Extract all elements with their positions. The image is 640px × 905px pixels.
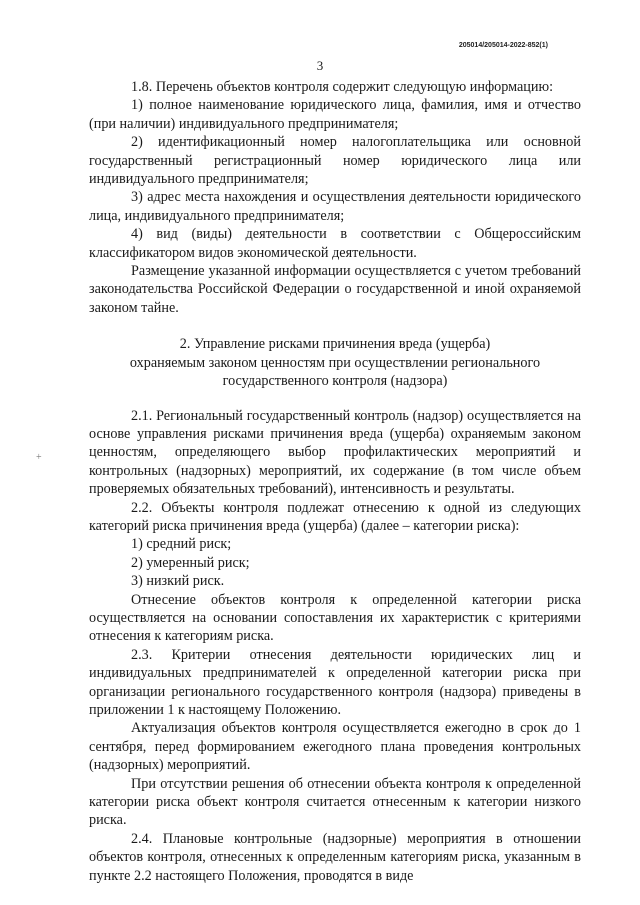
document-body — [89, 78, 581, 885]
section-2-heading — [89, 335, 581, 390]
paragraph-1-8-item-2: 2) идентификационный номер налогоплательщика или основной государственный регистрационный номер юридического лица или индивидуального предпринимателя; — [89, 134, 581, 188]
paragraph-2-1: 2.1. Региональный государственный контроль (надзор) осуществляется на основе управления рисками причинения вреда (ущерба) охраняемым законом ценностям, определяющего выбор профилактических мероприятий и контрольных (надзорных) мероприятий, их содержание (в том числе объем проверяемых обязательных требований), интенсивность и результаты. — [89, 407, 581, 498]
paragraph-2-2-note: Отнесение объектов контроля к определенной категории риска осуществляется на основании сопоставления их характеристик с критериями отнесения к категориям риска. — [89, 591, 581, 645]
page-number: 3 — [316, 58, 324, 73]
paragraph-1-8-item-1: 1) полное наименование юридического лица, фамилия, имя и отчество (при наличии) индивидуального предпринимателя; — [89, 97, 581, 132]
paragraph-1-8-item-4: 4) вид (виды) деятельности в соответствии с Общероссийским классификатором видов экономической деятельности. — [89, 226, 581, 261]
paragraph-2-2: 2.2. Объекты контроля подлежат отнесению к одной из следующих категорий риска причинения вреда (ущерба) (далее – категории риска): — [89, 499, 581, 534]
paragraph-2-3-update: Актуализация объектов контроля осуществляется ежегодно в срок до 1 сентября, перед формированием ежегодного плана проведения контрольных (надзорных) мероприятий. — [89, 720, 581, 774]
paragraph-2-3-default: При отсутствии решения об отнесении объекта контроля к определенной категории риска объект контроля считается отнесенным к категории низкого риска. — [89, 775, 581, 829]
paragraph-2-4: 2.4. Плановые контрольные (надзорные) мероприятия в отношении объектов контроля, отнесенных к определенным категориям риска, указанным в пункте 2.2 настоящего Положения, проводятся в виде — [89, 830, 581, 884]
document-id: 205014/205014-2022-852(1) — [458, 42, 548, 49]
section-2-heading-line-3: государственного контроля (надзора) — [222, 373, 448, 390]
paragraph-2-2-item-3: 3) низкий риск. — [131, 573, 225, 590]
paragraph-2-2-item-1: 1) средний риск; — [131, 536, 232, 553]
paragraph-2-2-item-2: 2) умеренный риск; — [131, 554, 250, 571]
margin-mark: + — [36, 452, 42, 463]
paragraph-1-8-note: Размещение указанной информации осуществляется с учетом требований законодательства Российской Федерации о государственной и иной охраняемой законом тайне. — [89, 263, 581, 316]
paragraph-1-8: 1.8. Перечень объектов контроля содержит следующую информацию: — [131, 79, 554, 95]
section-2-heading-line-1: 2. Управление рисками причинения вреда (ущерба) — [179, 336, 491, 353]
paragraph-1-8-item-3: 3) адрес места нахождения и осуществления деятельности юридического лица, индивидуального предпринимателя; — [89, 189, 581, 224]
paragraph-2-3: 2.3. Критерии отнесения деятельности юридических лиц и индивидуальных предпринимателей к определенной категории риска при организации регионального государственного контроля (надзора) приведены в приложении 1 к настоящему Положению. — [89, 646, 581, 718]
section-2-heading-line-2: охраняемым законом ценностям при осуществлении регионального — [129, 354, 541, 371]
